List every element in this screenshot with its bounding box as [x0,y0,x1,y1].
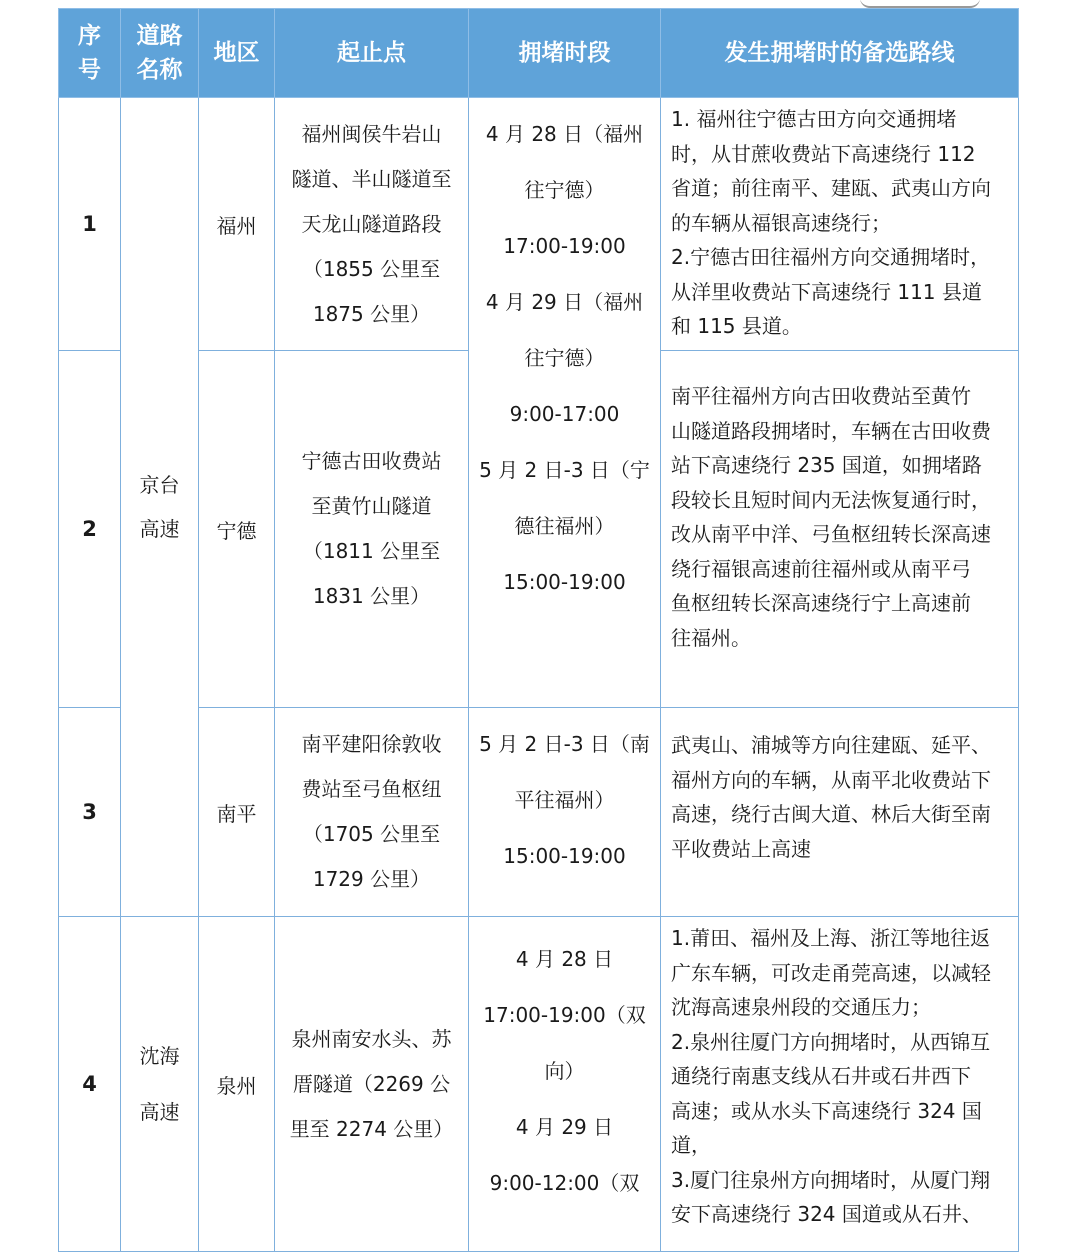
seq-cell: 1 [59,98,121,351]
header-seq: 序 号 [59,9,121,98]
seq-cell: 3 [59,708,121,917]
region-cell: 泉州 [199,917,275,1252]
table-row [59,98,1019,351]
top-bracket-decoration [860,0,980,8]
seq-cell: 2 [59,351,121,708]
alternative-cell: 武夷山、浦城等方向往建瓯、延平、 福州方向的车辆，从南平北收费站下 高速，绕行古闽大道、林后大街至南 平收费站上高速 [661,708,1019,917]
route-cell: 宁德古田收费站 至黄竹山隧道 （1811 公里至 1831 公里） [275,351,469,708]
header-route: 起止点 [275,9,469,98]
table-row [59,917,1019,1252]
header-alternative: 发生拥堵时的备选路线 [661,9,1019,98]
route-cell: 福州闽侯牛岩山 隧道、半山隧道至 天龙山隧道路段 （1855 公里至 1875 公里） [275,98,469,351]
region-cell: 宁德 [199,351,275,708]
header-region: 地区 [199,9,275,98]
alternative-cell: 1. 福州往宁德古田方向交通拥堵 时，从甘蔗收费站下高速绕行 112 省道；前往南平、建瓯、武夷山方向 的车辆从福银高速绕行； 2.宁德古田往福州方向交通拥堵时， 从洋里收费站下高速绕行 111 县道 和 115 县道。 [661,98,1019,351]
table-row [59,708,1019,917]
alternative-cell: 南平往福州方向古田收费站至黄竹 山隧道路段拥堵时，车辆在古田收费 站下高速绕行 235 国道，如拥堵路 段较长且短时间内无法恢复通行时， 改从南平中洋、弓鱼枢纽转长深高速 绕行福银高速前往福州或从南平弓 鱼枢纽转长深高速绕行宁上高速前 往福州。 [661,351,1019,708]
period-cell: 4 月 28 日（福州 往宁德） 17:00-19:00 4 月 29 日（福州 往宁德） 9:00-17:00 5 月 2 日-3 日（宁 德往福州） 15:00-19:00 [469,98,661,708]
congestion-table [58,8,1019,1252]
region-cell: 南平 [199,708,275,917]
header-period: 拥堵时段 [469,9,661,98]
period-cell: 5 月 2 日-3 日（南 平往福州） 15:00-19:00 [469,708,661,917]
road-cell: 京台 高速 [121,98,199,917]
alternative-cell: 1.莆田、福州及上海、浙江等地往返 广东车辆，可改走甬莞高速，以减轻 沈海高速泉州段的交通压力； 2.泉州往厦门方向拥堵时，从西锦互 通绕行南惠支线从石井或石井西下 高速；或从水头下高速绕行 324 国 道， 3.厦门往泉州方向拥堵时，从厦门翔 安下高速绕行 324 国道或从石井、 [661,917,1019,1252]
seq-cell: 4 [59,917,121,1252]
road-cell: 沈海 高速 [121,917,199,1252]
region-cell: 福州 [199,98,275,351]
period-cell: 4 月 28 日 17:00-19:00（双 向） 4 月 29 日 9:00-12:00（双 [469,917,661,1252]
route-cell: 泉州南安水头、苏 厝隧道（2269 公 里至 2274 公里） [275,917,469,1252]
header-row [59,9,1019,98]
header-road: 道路 名称 [121,9,199,98]
route-cell: 南平建阳徐敦收 费站至弓鱼枢纽 （1705 公里至 1729 公里） [275,708,469,917]
